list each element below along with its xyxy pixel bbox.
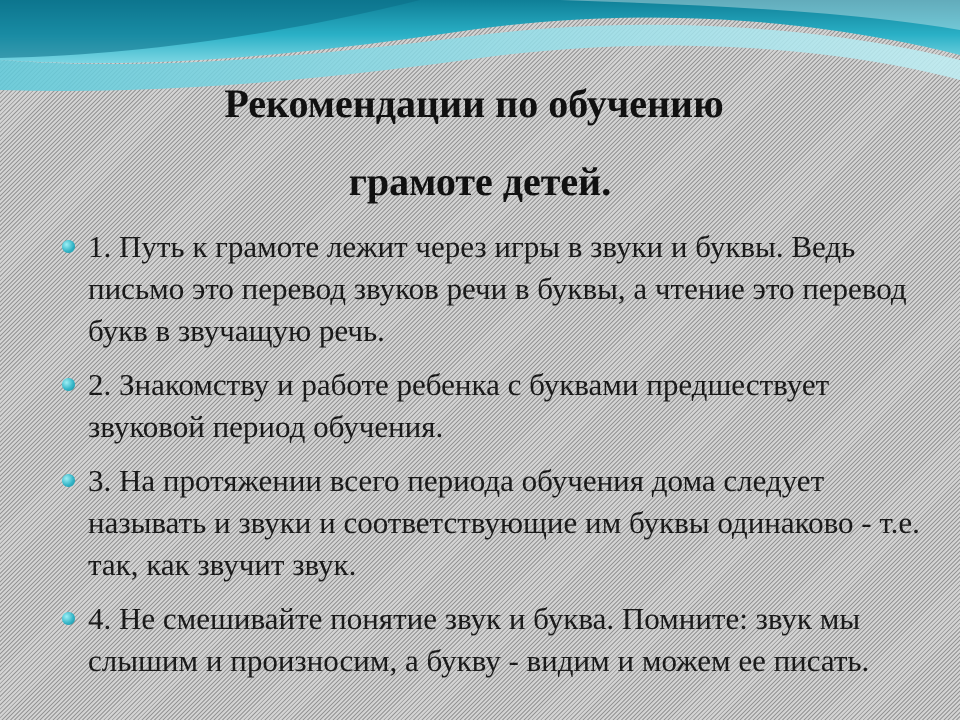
recommendations-list: [62, 226, 922, 694]
slide-title-line-1: Рекомендации по обучению: [224, 81, 724, 126]
slide-title-line-2: грамоте детей.: [348, 159, 612, 204]
list-item: [62, 460, 922, 586]
bullet-icon: [62, 240, 75, 253]
list-item-text: 1. Путь к грамоте лежит через игры в звуки и буквы. Ведь письмо это перевод звуков речи в буквы, а чтение это перевод букв в звучащую речь.: [88, 229, 907, 348]
list-item: [62, 364, 922, 448]
list-item-text: 3. На протяжении всего периода обучения дома следует называть и звуки и соответствующие им буквы одинаково - т.е. так, как звучит звук.: [88, 463, 920, 582]
bullet-icon: [62, 378, 75, 391]
list-item-text: 2. Знакомству и работе ребенка с буквами предшествует звуковой период обучения.: [88, 367, 830, 444]
list-item: [62, 598, 922, 682]
bullet-icon: [62, 612, 75, 625]
list-item: [62, 226, 922, 352]
bullet-icon: [62, 474, 75, 487]
list-item-text: 4. Не смешивайте понятие звук и буква. Помните: звук мы слышим и произносим, а букву - видим и можем ее писать.: [88, 601, 870, 678]
